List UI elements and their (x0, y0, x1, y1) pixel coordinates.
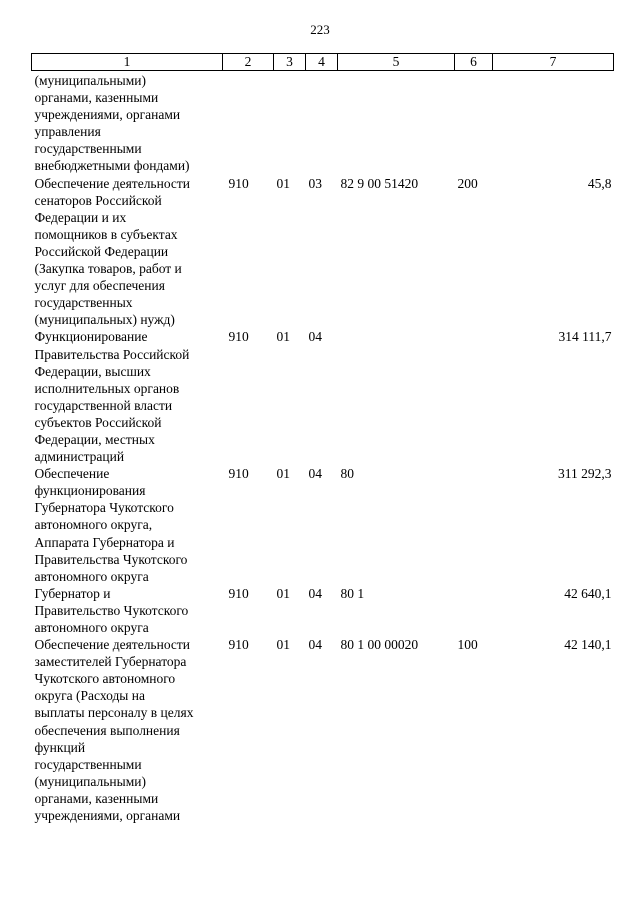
column-header-7: 7 (493, 54, 614, 71)
row-name-line: (Закупка товаров, работ и (34, 261, 182, 277)
row-name-line: услуг для обеспечения (34, 278, 165, 294)
column-header-1: 1 (32, 54, 223, 71)
row-name-line: автономного округа (34, 620, 149, 635)
row-expense-type (455, 71, 493, 175)
row-target-article (338, 71, 455, 175)
row-name-line: Федерации, высших (34, 363, 151, 379)
row-name-line: Обеспечение деятельности (34, 175, 191, 191)
row-target-article: 80 (340, 466, 354, 482)
row-name-line: округа (Расходы на (34, 688, 145, 704)
row-admin-code: 910 (228, 585, 249, 601)
row-name-line: обеспечения выполнения (34, 722, 180, 738)
row-admin-code: 910 (228, 175, 249, 191)
row-subsection-code: 03 (308, 175, 322, 191)
row-name-line: Функционирование (34, 329, 148, 345)
row-section-code (274, 71, 306, 175)
row-name-line: функционирования (34, 483, 146, 499)
row-name-line: Обеспечение (34, 466, 110, 482)
row-name-line: сенаторов Российской (34, 192, 162, 208)
row-name-line: заместителей Губернатора (34, 654, 187, 670)
budget-table (31, 53, 614, 824)
column-header-5: 5 (338, 54, 455, 71)
column-header-4: 4 (306, 54, 338, 71)
row-name-cell (32, 71, 223, 175)
row-subsection-code: 04 (308, 585, 322, 601)
row-amount (493, 71, 614, 175)
row-expense-type (455, 328, 493, 465)
row-name-line: Федерации, местных (34, 431, 155, 447)
row-name-line: Российской Федерации (34, 243, 169, 259)
row-name-line: Федерации и их (34, 209, 127, 225)
row-section-code: 01 (276, 175, 290, 191)
row-name-line: автономного округа, (34, 517, 153, 533)
row-name-line: государственных (34, 295, 133, 311)
row-name-line: Обеспечение деятельности (34, 637, 191, 653)
table-row (32, 465, 614, 585)
row-target-article: 80 1 00 00020 (340, 637, 419, 653)
row-admin-code (223, 71, 274, 175)
row-amount: 314 111,7 (558, 329, 612, 345)
row-name-cell (32, 328, 223, 465)
table-row (32, 175, 614, 329)
column-header-3: 3 (274, 54, 306, 71)
row-name-line: администраций (34, 449, 125, 465)
row-subsection-code (306, 71, 338, 175)
row-name-line: государственной власти (34, 397, 173, 413)
table-row (32, 71, 614, 175)
row-admin-code: 910 (228, 466, 249, 482)
row-name-line: (муниципальных) нужд) (34, 312, 175, 328)
row-expense-type: 100 (457, 637, 478, 653)
row-name-line: Чукотского автономного (34, 671, 176, 687)
row-target-article (338, 328, 455, 465)
row-name-line: субъектов Российской (34, 414, 162, 430)
column-header-6: 6 (455, 54, 493, 71)
row-expense-type (455, 465, 493, 585)
row-name-line: Аппарата Губернатора и (34, 534, 175, 550)
row-name-line: учреждениями, органами (34, 107, 181, 123)
row-name-line: Правительство Чукотского (34, 602, 189, 618)
row-name-line: органами, казенными (34, 90, 159, 106)
row-name-line: органами, казенными (34, 790, 159, 806)
row-amount: 42 140,1 (564, 637, 612, 653)
row-subsection-code: 04 (308, 637, 322, 653)
row-name-cell (32, 585, 223, 636)
row-target-article: 82 9 00 51420 (340, 175, 419, 191)
row-name-line: государственными (34, 756, 142, 772)
column-header-2: 2 (223, 54, 274, 71)
row-amount: 45,8 (587, 175, 612, 191)
row-expense-type (455, 585, 493, 636)
row-name-line: исполнительных органов (34, 380, 180, 396)
table-row (32, 585, 614, 636)
row-name-line: внебюджетными фондами) (34, 158, 190, 174)
row-section-code: 01 (276, 585, 290, 601)
row-name-line: функций (34, 739, 86, 755)
row-name-cell (32, 465, 223, 585)
row-amount: 311 292,3 (558, 466, 612, 482)
row-name-line: учреждениями, органами (34, 808, 181, 824)
row-subsection-code: 04 (308, 329, 322, 345)
row-admin-code: 910 (228, 329, 249, 345)
table-row (32, 328, 614, 465)
page-number: 223 (310, 22, 330, 37)
row-amount: 42 640,1 (564, 585, 612, 601)
row-section-code: 01 (276, 466, 290, 482)
row-name-line: (муниципальными) (34, 73, 146, 88)
row-name-line: Губернатора Чукотского (34, 500, 174, 516)
row-admin-code: 910 (228, 637, 249, 653)
row-name-line: Губернатор и (34, 585, 111, 601)
row-name-line: выплаты персоналу в целях (34, 705, 194, 721)
row-section-code: 01 (276, 637, 290, 653)
row-subsection-code: 04 (308, 466, 322, 482)
table-header-row (32, 54, 614, 71)
row-name-line: помощников в субъектах (34, 226, 178, 242)
row-section-code: 01 (276, 329, 290, 345)
row-name-line: управления (34, 124, 101, 140)
row-name-line: (муниципальными) (34, 773, 146, 789)
row-name-line: государственными (34, 141, 142, 157)
table-row (32, 636, 614, 824)
row-name-line: автономного округа (34, 568, 149, 584)
row-name-line: Правительства Чукотского (34, 551, 188, 567)
row-target-article: 80 1 (340, 585, 365, 601)
row-name-cell (32, 636, 223, 824)
row-name-line: Правительства Российской (34, 346, 190, 362)
row-expense-type: 200 (457, 175, 478, 191)
row-name-cell (32, 175, 223, 329)
